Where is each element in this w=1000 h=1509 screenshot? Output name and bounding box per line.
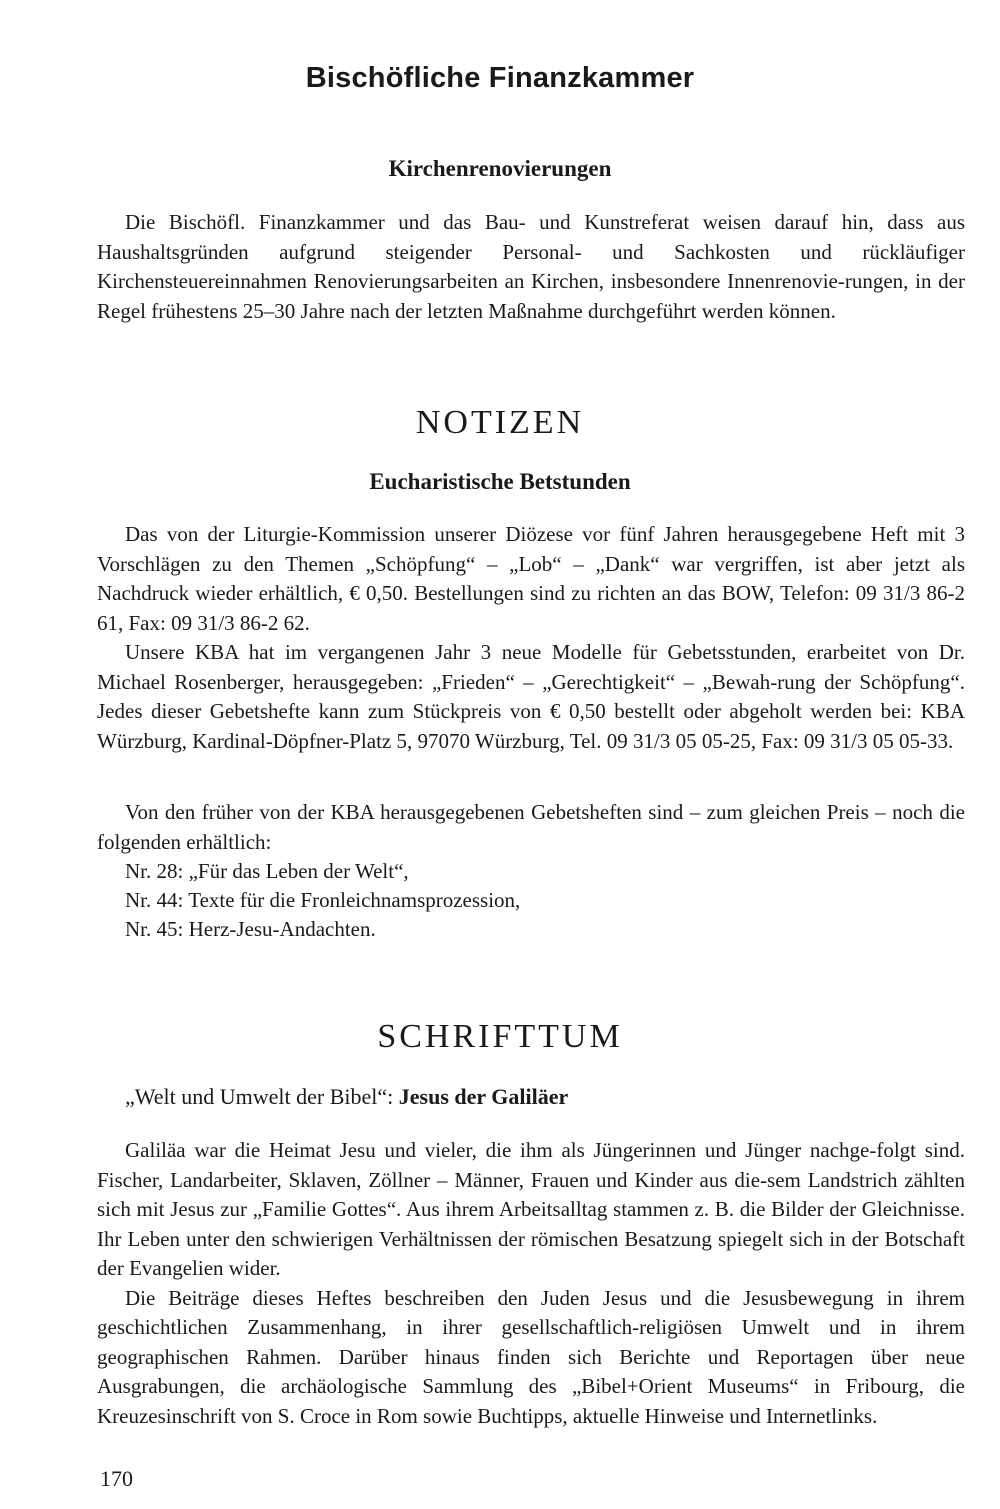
paragraph-text: Von den früher von der KBA herausgegebenen Gebetsheften sind – zum gleichen Preis – noch die folgenden erhältlich: xyxy=(97,800,965,854)
schrifttum-title: SCHRIFTTUM xyxy=(377,1018,623,1055)
notizen-body xyxy=(97,520,965,756)
section-heading-kirchenrenovierungen: Kirchenrenovierungen xyxy=(388,156,612,181)
list-item: Nr. 44: Texte für die Fronleichnamsprozession, xyxy=(125,888,521,912)
book-series: „Welt und Umwelt der Bibel“: xyxy=(125,1084,399,1109)
book-title: Jesus der Galiläer xyxy=(398,1084,569,1109)
page-title: Bischöfliche Finanzkammer xyxy=(305,62,695,94)
paragraph-text: Unsere KBA hat im vergangenen Jahr 3 neue Modelle für Gebetsstunden, erarbeitet von Dr. Michael Rosenberger, herausgegeben: „Frieden“ – „Gerechtigkeit“ – „Bewah-rung der Schöpfung“. Jedes dieser Gebetshefte kann zum Stückpreis von € 0,50 bestellt oder abgeholt werden bei: KBA Würzburg, Kardinal-Döpfner-Platz 5, 97070 Würzburg, Tel. 09 31/3 05 05-25, Fax: 09 31/3 05 05-33. xyxy=(97,640,965,753)
paragraph-text: Das von der Liturgie-Kommission unserer Diözese vor fünf Jahren herausgegebene Heft mit 3 Vorschlägen zu den Themen „Schöpfung“ – „Lob“ – „Dank“ war vergriffen, ist aber jetzt als Nachdruck wieder erhältlich, € 0,50. Bestellungen sind zu richten an das BOW, Telefon: 09 31/3 86-2 61, Fax: 09 31/3 86-2 62. xyxy=(97,522,965,635)
notizen-title: NOTIZEN xyxy=(415,404,585,441)
paragraph-text: Galiläa war die Heimat Jesu und vieler, die ihm als Jüngerinnen und Jünger nachge-folgt sind. Fischer, Landarbeiter, Sklaven, Zöllner – Männer, Frauen und Kinder aus die-sem Landstrich zählten sich mit Jesus zur „Familie Gottes“. Aus ihrem Arbeitsalltag stammen z. B. die Bilder der Gleichnisse. Ihr Leben unter den schwierigen Verhältnissen der römischen Besatzung spiegelt sich in der Botschaft der Evangelien wider. xyxy=(97,1138,965,1280)
schrifttum-body xyxy=(97,1136,965,1431)
paragraph-text: Die Beiträge dieses Heftes beschreiben den Juden Jesus und die Jesusbewegung in ihrem geschichtlichen Zusammenhang, in ihrer gesellschaftlich-religiösen Umwelt und in ihrem geographischen Rahmen. Darüber hinaus finden sich Berichte und Reportagen über neue Ausgrabungen, die archäologische Sammlung des „Bibel+Orient Museums“ in Fribourg, die Kreuzesinschrift von S. Croce in Rom sowie Buchtipps, aktuelle Hinweise und Internetlinks. xyxy=(97,1285,965,1428)
list-item: Nr. 45: Herz-Jesu-Andachten. xyxy=(125,917,376,941)
paragraph-kirchenrenovierungen xyxy=(97,208,965,326)
notizen-gebetshefte xyxy=(97,798,965,857)
paragraph-text: Die Bischöfl. Finanzkammer und das Bau- und Kunstreferat weisen darauf hin, dass aus Haushaltsgründen aufgrund steigender Personal- und Sachkosten und rückläufiger Kirchensteuereinnahmen Renovierungsarbeiten an Kirchen, insbesondere Innenrenovie-rungen, in der Regel frühestens 25–30 Jahre nach der letzten Maßnahme durchgeführt werden können. xyxy=(97,210,965,323)
book-heading xyxy=(125,1082,568,1112)
section-heading-betstunden: Eucharistische Betstunden xyxy=(369,469,631,494)
page-number: 170 xyxy=(100,1466,133,1491)
list-item: Nr. 28: „Für das Leben der Welt“, xyxy=(125,859,409,883)
